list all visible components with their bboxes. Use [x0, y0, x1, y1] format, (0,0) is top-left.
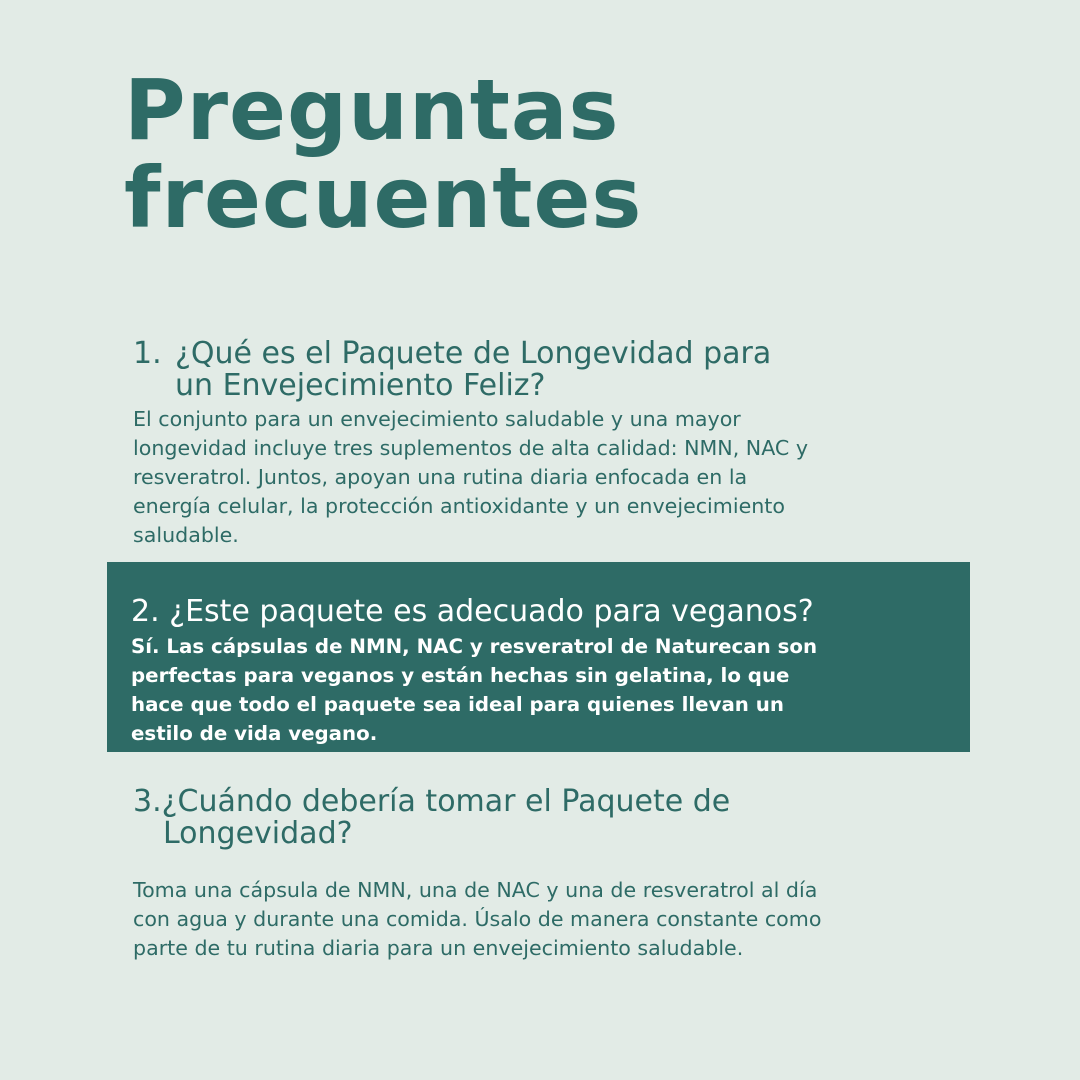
faq-1-answer	[133, 405, 973, 550]
faq-3-answer	[133, 876, 973, 963]
faq-3-answer-line: Toma una cápsula de NMN, una de NAC y una de resveratrol al día	[133, 878, 818, 902]
faq-3-question-line-2: Longevidad?	[163, 816, 353, 851]
faq-item-2	[131, 596, 961, 748]
faq-2-question: 2. ¿Este paquete es adecuado para veganos?	[131, 594, 814, 629]
faq-2-answer-line: hace que todo el paquete sea ideal para quienes llevan un	[131, 693, 784, 716]
faq-1-answer-line: saludable.	[133, 523, 239, 547]
faq-item-1	[133, 338, 973, 550]
faq-3-question-line-1: 3.¿Cuándo debería tomar el Paquete de	[133, 784, 731, 819]
faq-2-answer-line: estilo de vida vegano.	[131, 722, 378, 745]
title-line-1: Preguntas	[124, 61, 620, 159]
faq-3-answer-line: parte de tu rutina diaria para un envejecimiento saludable.	[133, 936, 744, 960]
faq-1-answer-line: energía celular, la protección antioxidante y un envejecimiento	[133, 494, 785, 518]
faq-1-answer-line: longevidad incluye tres suplementos de alta calidad: NMN, NAC y	[133, 436, 809, 460]
title-line-2: frecuentes	[124, 149, 643, 247]
faq-3-answer-line: con agua y durante una comida. Úsalo de manera constante como	[133, 907, 822, 931]
faq-2-answer	[131, 632, 961, 748]
faq-2-answer-line: perfectas para veganos y están hechas sin gelatina, lo que	[131, 664, 790, 687]
faq-item-3	[133, 786, 973, 963]
faq-1-answer-line: resveratrol. Juntos, apoyan una rutina diaria enfocada en la	[133, 465, 748, 489]
faq-1-number: 1.	[133, 336, 162, 371]
faq-1-question-line-2: un Envejecimiento Feliz?	[175, 368, 546, 403]
faq-1-answer-line: El conjunto para un envejecimiento saludable y una mayor	[133, 407, 741, 431]
faq-1-question-text: ¿Qué es el Paquete de Longevidad para	[175, 336, 772, 371]
faq-1-question-line-1	[133, 338, 973, 370]
page-title	[124, 61, 643, 247]
faq-2-answer-line: Sí. Las cápsulas de NMN, NAC y resveratrol de Naturecan son	[131, 635, 818, 658]
